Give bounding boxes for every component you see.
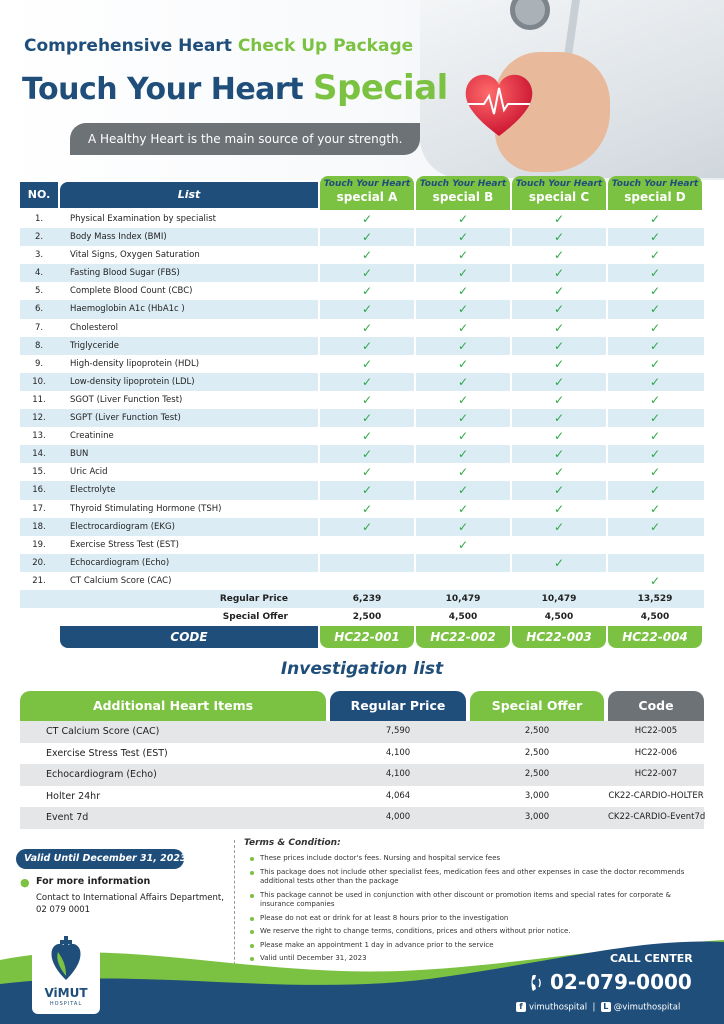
line-handle[interactable]: @vimuthospital xyxy=(613,1002,681,1013)
package-b-line2: special B xyxy=(432,190,494,204)
table-row xyxy=(20,300,704,318)
social-links: f vimuthospital | L @vimuthospital xyxy=(516,1002,680,1013)
terms-item: Valid until December 31, 2023 xyxy=(244,954,704,964)
code-c: HC22-003 xyxy=(512,626,606,648)
check-icon: ✓ xyxy=(649,320,661,335)
code-b: HC22-002 xyxy=(416,626,510,648)
row-number: 7. xyxy=(34,322,44,333)
check-icon: ✓ xyxy=(361,519,373,534)
valid-until-badge: Valid Until December 31, 2023 xyxy=(16,849,184,869)
check-icon: ✓ xyxy=(553,266,565,281)
check-icon: ✓ xyxy=(361,447,373,462)
page-subtitle xyxy=(24,36,413,56)
check-icon: ✓ xyxy=(553,392,565,407)
table-row xyxy=(20,246,704,264)
check-icon: ✓ xyxy=(361,266,373,281)
info-line2: 02 079 0001 xyxy=(36,905,91,915)
call-center-label: CALL CENTER xyxy=(610,952,693,965)
check-icon: ✓ xyxy=(553,519,565,534)
terms-heading: Terms & Condition: xyxy=(244,838,341,848)
row-item: Haemoglobin A1c (HbA1c ) xyxy=(70,304,185,315)
header-package-d xyxy=(608,176,702,210)
check-icon: ✓ xyxy=(457,447,469,462)
terms-item: This package cannot be used in conjunction with other discount or promotion items and special rates for corporate & insurance companies xyxy=(244,891,704,910)
facebook-icon: f xyxy=(516,1002,526,1012)
item-name: Echocardiogram (Echo) xyxy=(46,769,157,780)
table-row xyxy=(20,337,704,355)
item-name: Event 7d xyxy=(46,812,89,823)
item-name: CT Calcium Score (CAC) xyxy=(46,726,160,737)
special-offer: 3,000 xyxy=(524,790,550,801)
check-icon: ✓ xyxy=(553,555,565,570)
item-name: Exercise Stress Test (EST) xyxy=(46,747,168,759)
code-a: HC22-001 xyxy=(320,626,414,648)
check-icon: ✓ xyxy=(457,230,469,245)
regular-price-row xyxy=(20,590,704,609)
header-additional-items: Additional Heart Items xyxy=(20,691,326,721)
investigation-title: Investigation list xyxy=(280,659,444,679)
check-icon: ✓ xyxy=(649,248,661,263)
check-icon: ✓ xyxy=(457,392,469,407)
header-special-offer: Special Offer xyxy=(470,691,604,721)
package-a-line2: special A xyxy=(336,190,398,204)
row-item: Electrolyte xyxy=(70,485,116,496)
check-icon: ✓ xyxy=(457,429,469,444)
check-icon: ✓ xyxy=(649,465,661,480)
investigation-row xyxy=(20,807,704,829)
special-offer: 2,500 xyxy=(524,726,550,736)
package-c-line1: Touch Your Heart xyxy=(515,179,603,189)
row-number: 9. xyxy=(34,358,44,369)
check-icon: ✓ xyxy=(361,302,373,317)
row-item: High-density lipoprotein (HDL) xyxy=(70,358,200,369)
call-center-phone[interactable]: 02-079-0000 xyxy=(550,970,692,994)
check-icon: ✓ xyxy=(457,320,469,335)
regular-price-d: 13,529 xyxy=(637,594,673,604)
package-b-line1: Touch Your Heart xyxy=(419,179,507,189)
check-icon: ✓ xyxy=(361,483,373,498)
check-icon: ✓ xyxy=(361,411,373,426)
item-code: HC22-007 xyxy=(634,769,678,779)
package-a-line1: Touch Your Heart xyxy=(323,179,411,189)
regular-price: 4,064 xyxy=(385,790,411,801)
row-number: 3. xyxy=(34,250,44,261)
special-offer-label: Special Offer xyxy=(222,612,288,622)
row-number: 15. xyxy=(32,467,46,478)
row-item: Triglyceride xyxy=(70,340,119,351)
investigation-row xyxy=(20,743,704,765)
row-number: 18. xyxy=(32,521,46,532)
row-number: 19. xyxy=(32,539,46,550)
heart-icon xyxy=(462,70,536,140)
table-row xyxy=(20,445,704,463)
contact-info xyxy=(20,876,230,916)
check-icon: ✓ xyxy=(553,374,565,389)
row-item: Body Mass Index (BMI) xyxy=(70,232,167,243)
check-icon: ✓ xyxy=(361,465,373,480)
investigation-row xyxy=(20,721,704,743)
row-number: 11. xyxy=(32,394,46,405)
check-icon: ✓ xyxy=(457,302,469,317)
terms-item: These prices include doctor's fees. Nursing and hospital service fees xyxy=(244,854,704,864)
check-icon: ✓ xyxy=(649,302,661,317)
check-icon: ✓ xyxy=(457,465,469,480)
header-package-b xyxy=(416,176,510,210)
row-number: 8. xyxy=(34,340,44,351)
check-icon: ✓ xyxy=(553,356,565,371)
header-list: List xyxy=(60,182,318,208)
row-number: 1. xyxy=(34,214,44,224)
check-icon: ✓ xyxy=(457,501,469,516)
check-icon: ✓ xyxy=(361,230,373,245)
table-row xyxy=(20,355,704,373)
check-icon: ✓ xyxy=(457,537,469,552)
check-icon: ✓ xyxy=(361,248,373,263)
package-rows xyxy=(20,210,704,590)
investigation-row xyxy=(20,786,704,808)
terms-item: We reserve the right to change terms, conditions, prices and others without prior notice. xyxy=(244,927,704,937)
row-item: Complete Blood Count (CBC) xyxy=(70,286,193,297)
facebook-handle[interactable]: vimuthospital xyxy=(529,1002,588,1013)
check-icon: ✓ xyxy=(457,411,469,426)
title-part-a: Touch Your Heart xyxy=(22,72,304,107)
row-item: Fasting Blood Sugar (FBS) xyxy=(70,268,180,279)
row-number: 13. xyxy=(32,431,46,442)
check-icon: ✓ xyxy=(553,302,565,317)
check-icon: ✓ xyxy=(361,320,373,335)
table-row xyxy=(20,264,704,282)
check-icon: ✓ xyxy=(649,411,661,426)
row-item: Echocardiogram (Echo) xyxy=(70,557,170,568)
page-title xyxy=(22,68,448,108)
table-row xyxy=(20,282,704,300)
hospital-logo xyxy=(32,930,100,1014)
check-icon: ✓ xyxy=(553,212,565,226)
table-row xyxy=(20,554,704,572)
check-icon: ✓ xyxy=(553,248,565,263)
row-number: 20. xyxy=(32,557,46,568)
special-offer-row xyxy=(20,608,704,627)
terms-item: Please make an appointment 1 day in advance prior to the service xyxy=(244,941,704,951)
check-icon: ✓ xyxy=(361,429,373,444)
check-icon: ✓ xyxy=(457,338,469,353)
row-number: 4. xyxy=(34,268,44,279)
check-icon: ✓ xyxy=(649,447,661,462)
regular-price: 4,000 xyxy=(385,812,411,822)
check-icon: ✓ xyxy=(553,447,565,462)
check-icon: ✓ xyxy=(457,374,469,389)
check-icon: ✓ xyxy=(649,392,661,407)
check-icon: ✓ xyxy=(553,230,565,245)
info-line1: Contact to International Affairs Department, xyxy=(36,893,224,903)
row-item: Electrocardiogram (EKG) xyxy=(70,521,175,532)
row-number: 21. xyxy=(32,575,46,586)
row-item: Exercise Stress Test (EST) xyxy=(70,539,179,550)
check-icon: ✓ xyxy=(361,212,373,226)
item-code: CK22-CARDIO-Event7d xyxy=(608,812,706,822)
row-number: 14. xyxy=(32,449,46,460)
row-item: CT Calcium Score (CAC) xyxy=(70,575,172,586)
table-row xyxy=(20,572,704,590)
check-icon: ✓ xyxy=(649,338,661,353)
table-row xyxy=(20,500,704,518)
special-offer: 3,000 xyxy=(524,812,550,822)
package-d-line1: Touch Your Heart xyxy=(611,179,699,189)
location-pin-icon: ● xyxy=(20,876,30,889)
item-code: CK22-CARDIO-HOLTER xyxy=(608,790,704,801)
row-number: 12. xyxy=(32,413,46,424)
regular-price-a: 6,239 xyxy=(352,594,382,604)
row-item: Physical Examination by specialist xyxy=(70,214,217,224)
check-icon: ✓ xyxy=(553,501,565,516)
check-icon: ✓ xyxy=(361,374,373,389)
check-icon: ✓ xyxy=(649,519,661,534)
row-number: 16. xyxy=(32,485,46,496)
row-number: 6. xyxy=(34,304,44,315)
row-item: BUN xyxy=(70,449,89,460)
investigation-row xyxy=(20,764,704,786)
phone-icon xyxy=(530,973,544,993)
special-offer-d: 4,500 xyxy=(640,612,670,622)
check-icon: ✓ xyxy=(457,212,469,226)
check-icon: ✓ xyxy=(553,465,565,480)
tagline-banner: A Healthy Heart is the main source of your strength. xyxy=(70,123,420,155)
row-number: 2. xyxy=(34,232,44,243)
header-package-c xyxy=(512,176,606,210)
item-code: HC22-005 xyxy=(634,726,678,736)
check-icon: ✓ xyxy=(649,284,661,299)
terms-item: Please do not eat or drink for at least 8 hours prior to the investigation xyxy=(244,914,704,924)
check-icon: ✓ xyxy=(553,411,565,426)
check-icon: ✓ xyxy=(649,483,661,498)
row-item: Low-density lipoprotein (LDL) xyxy=(70,376,195,387)
row-item: Uric Acid xyxy=(70,467,108,478)
row-item: SGOT (Liver Function Test) xyxy=(70,394,183,405)
row-number: 5. xyxy=(34,286,44,297)
special-offer: 2,500 xyxy=(524,769,550,779)
regular-price: 7,590 xyxy=(385,726,411,736)
table-row xyxy=(20,210,704,228)
table-row xyxy=(20,463,704,481)
title-part-b: Special xyxy=(313,68,448,108)
regular-price-c: 10,479 xyxy=(541,594,577,604)
row-item: Thyroid Stimulating Hormone (TSH) xyxy=(70,503,222,514)
table-row xyxy=(20,536,704,554)
special-offer-a: 2,500 xyxy=(352,612,382,622)
check-icon: ✓ xyxy=(361,501,373,516)
subtitle-part-a: Comprehensive Heart xyxy=(24,36,232,56)
row-number: 10. xyxy=(32,376,46,387)
check-icon: ✓ xyxy=(649,266,661,281)
check-icon: ✓ xyxy=(553,320,565,335)
check-icon: ✓ xyxy=(361,284,373,299)
check-icon: ✓ xyxy=(361,392,373,407)
check-icon: ✓ xyxy=(457,519,469,534)
table-row xyxy=(20,228,704,246)
check-icon: ✓ xyxy=(649,429,661,444)
check-icon: ✓ xyxy=(649,356,661,371)
table-row xyxy=(20,373,704,391)
logo-subtext: HOSPITAL xyxy=(49,1001,83,1007)
regular-price: 4,100 xyxy=(385,769,411,779)
row-item: SGPT (Liver Function Test) xyxy=(70,413,181,424)
item-code: HC22-006 xyxy=(634,747,678,758)
logo-icon xyxy=(48,936,84,982)
code-row xyxy=(20,626,704,648)
check-icon: ✓ xyxy=(361,338,373,353)
check-icon: ✓ xyxy=(361,356,373,371)
check-icon: ✓ xyxy=(457,483,469,498)
regular-price-b: 10,479 xyxy=(445,594,481,604)
special-offer-c: 4,500 xyxy=(544,612,574,622)
table-row xyxy=(20,391,704,409)
regular-price: 4,100 xyxy=(385,747,411,758)
check-icon: ✓ xyxy=(457,266,469,281)
item-name: Holter 24hr xyxy=(46,790,101,802)
check-icon: ✓ xyxy=(649,501,661,516)
check-icon: ✓ xyxy=(457,284,469,299)
check-icon: ✓ xyxy=(649,573,661,588)
special-offer-b: 4,500 xyxy=(448,612,478,622)
package-d-line2: special D xyxy=(624,190,686,204)
row-item: Creatinine xyxy=(70,431,114,442)
code-d: HC22-004 xyxy=(608,626,702,648)
check-icon: ✓ xyxy=(457,356,469,371)
header-regular-price: Regular Price xyxy=(330,691,466,721)
check-icon: ✓ xyxy=(457,248,469,263)
table-row xyxy=(20,427,704,445)
logo-text: ViMUT xyxy=(44,986,88,1000)
package-c-line2: special C xyxy=(528,190,590,204)
subtitle-part-b: Check Up Package xyxy=(237,36,414,56)
row-item: Cholesterol xyxy=(70,322,118,333)
row-number: 17. xyxy=(32,503,46,514)
table-row xyxy=(20,481,704,499)
info-heading: For more information xyxy=(36,876,151,887)
check-icon: ✓ xyxy=(649,212,661,226)
check-icon: ✓ xyxy=(553,284,565,299)
regular-price-label: Regular Price xyxy=(219,594,288,604)
table-row xyxy=(20,319,704,337)
table-row xyxy=(20,518,704,536)
header-code: Code xyxy=(608,691,704,721)
investigation-rows xyxy=(20,721,704,829)
check-icon: ✓ xyxy=(553,429,565,444)
terms-item: This package does not include other specialist fees, medication fees and other expenses in case the doctor recommends additional tests other than the package xyxy=(244,868,704,887)
check-icon: ✓ xyxy=(553,483,565,498)
header-package-a xyxy=(320,176,414,210)
row-item: Vital Signs, Oxygen Saturation xyxy=(70,250,200,261)
table-row xyxy=(20,409,704,427)
code-label: CODE xyxy=(60,626,318,648)
check-icon: ✓ xyxy=(649,230,661,245)
check-icon: ✓ xyxy=(553,338,565,353)
header-no: NO. xyxy=(20,182,58,208)
line-icon: L xyxy=(601,1002,611,1012)
check-icon: ✓ xyxy=(649,374,661,389)
special-offer: 2,500 xyxy=(524,747,550,758)
